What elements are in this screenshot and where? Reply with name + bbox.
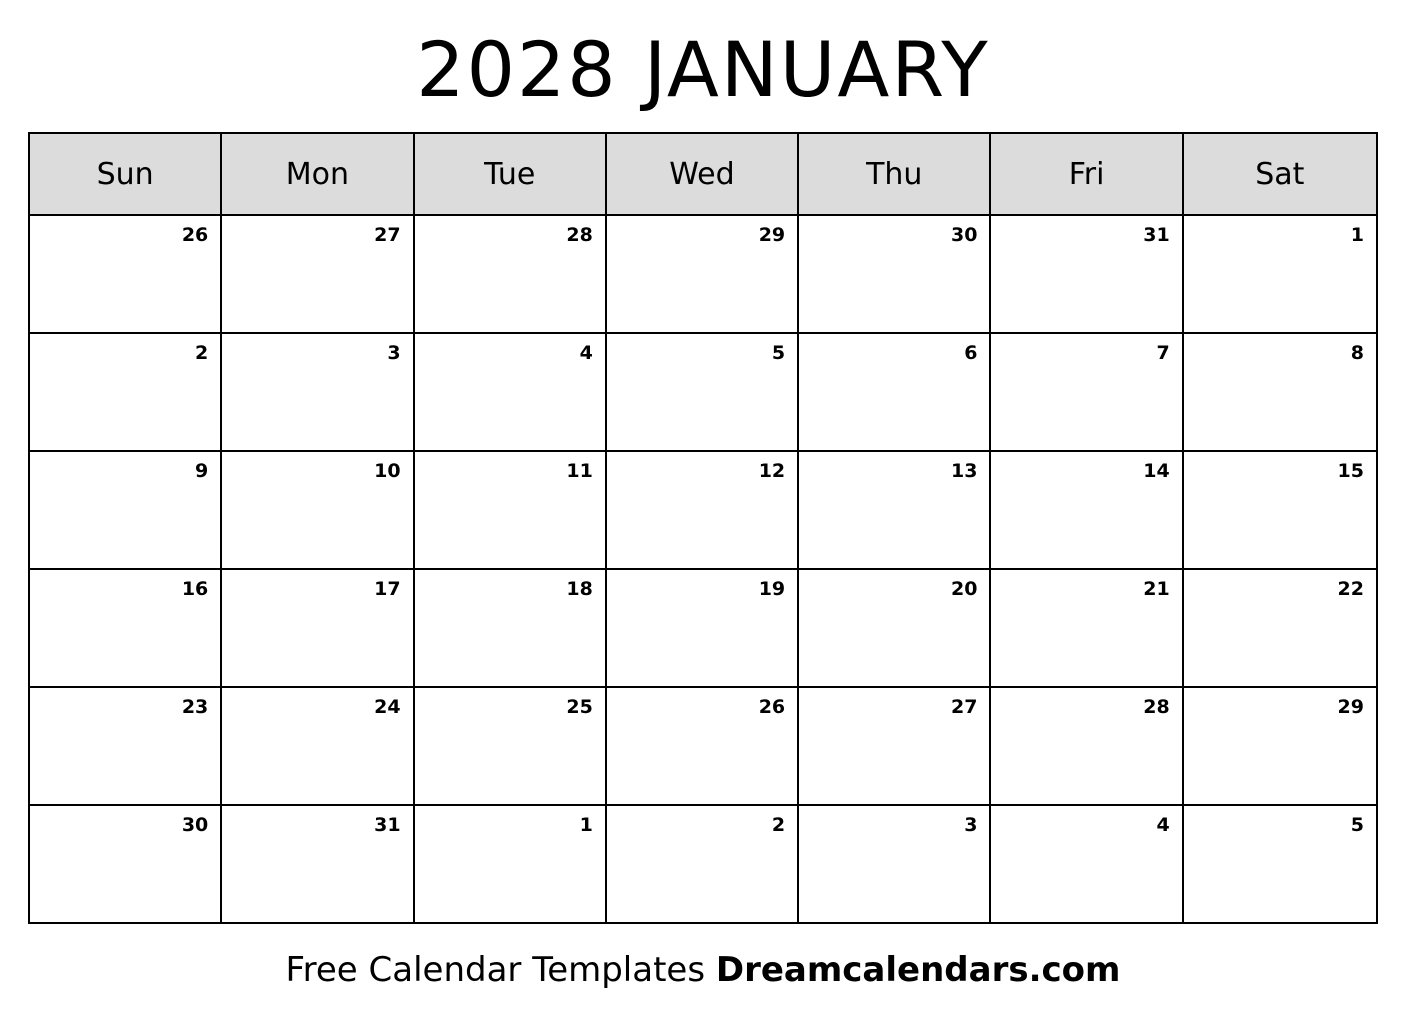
day-cell[interactable]: 11 (415, 452, 607, 570)
day-cell[interactable]: 1 (1184, 216, 1376, 334)
day-cell[interactable]: 3 (222, 334, 414, 452)
week-row (30, 452, 1376, 570)
footer-text: Free Calendar Templates (285, 950, 716, 990)
day-cell[interactable]: 31 (991, 216, 1183, 334)
day-cell[interactable]: 29 (1184, 688, 1376, 806)
day-cell[interactable]: 3 (799, 806, 991, 924)
week-row (30, 216, 1376, 334)
weekday-header-wed: Wed (607, 134, 799, 216)
day-cell[interactable]: 27 (222, 216, 414, 334)
day-cell[interactable]: 25 (415, 688, 607, 806)
day-cell[interactable]: 28 (415, 216, 607, 334)
day-cell[interactable]: 23 (30, 688, 222, 806)
day-cell[interactable]: 27 (799, 688, 991, 806)
day-cell[interactable]: 19 (607, 570, 799, 688)
weekday-header-sat: Sat (1184, 134, 1376, 216)
day-cell[interactable]: 8 (1184, 334, 1376, 452)
day-cell[interactable]: 15 (1184, 452, 1376, 570)
day-cell[interactable]: 18 (415, 570, 607, 688)
day-cell[interactable]: 12 (607, 452, 799, 570)
day-cell[interactable]: 13 (799, 452, 991, 570)
day-cell[interactable]: 30 (30, 806, 222, 924)
page-title: 2028 JANUARY (416, 25, 990, 114)
calendar-grid (28, 132, 1378, 924)
weekday-header-tue: Tue (415, 134, 607, 216)
day-cell[interactable]: 4 (991, 806, 1183, 924)
footer-brand: Dreamcalendars.com (715, 950, 1121, 990)
day-cell[interactable]: 16 (30, 570, 222, 688)
day-cell[interactable]: 20 (799, 570, 991, 688)
day-cell[interactable]: 30 (799, 216, 991, 334)
day-cell[interactable]: 28 (991, 688, 1183, 806)
day-cell[interactable]: 2 (30, 334, 222, 452)
day-cell[interactable]: 5 (1184, 806, 1376, 924)
day-cell[interactable]: 29 (607, 216, 799, 334)
day-cell[interactable]: 9 (30, 452, 222, 570)
week-row (30, 334, 1376, 452)
week-row (30, 688, 1376, 806)
week-row (30, 570, 1376, 688)
weekday-header-sun: Sun (30, 134, 222, 216)
day-cell[interactable]: 26 (607, 688, 799, 806)
day-cell[interactable]: 4 (415, 334, 607, 452)
weekday-header-mon: Mon (222, 134, 414, 216)
day-cell[interactable]: 5 (607, 334, 799, 452)
day-cell[interactable]: 21 (991, 570, 1183, 688)
day-cell[interactable]: 24 (222, 688, 414, 806)
day-cell[interactable]: 14 (991, 452, 1183, 570)
day-cell[interactable]: 6 (799, 334, 991, 452)
day-cell[interactable]: 2 (607, 806, 799, 924)
day-cell[interactable]: 26 (30, 216, 222, 334)
weekday-header-fri: Fri (991, 134, 1183, 216)
weekday-header-thu: Thu (799, 134, 991, 216)
day-cell[interactable]: 17 (222, 570, 414, 688)
day-cell[interactable]: 22 (1184, 570, 1376, 688)
day-cell[interactable]: 1 (415, 806, 607, 924)
weekday-header-row (30, 134, 1376, 216)
day-cell[interactable]: 10 (222, 452, 414, 570)
week-row (30, 806, 1376, 924)
day-cell[interactable]: 31 (222, 806, 414, 924)
footer-credit (28, 924, 1378, 990)
day-cell[interactable]: 7 (991, 334, 1183, 452)
